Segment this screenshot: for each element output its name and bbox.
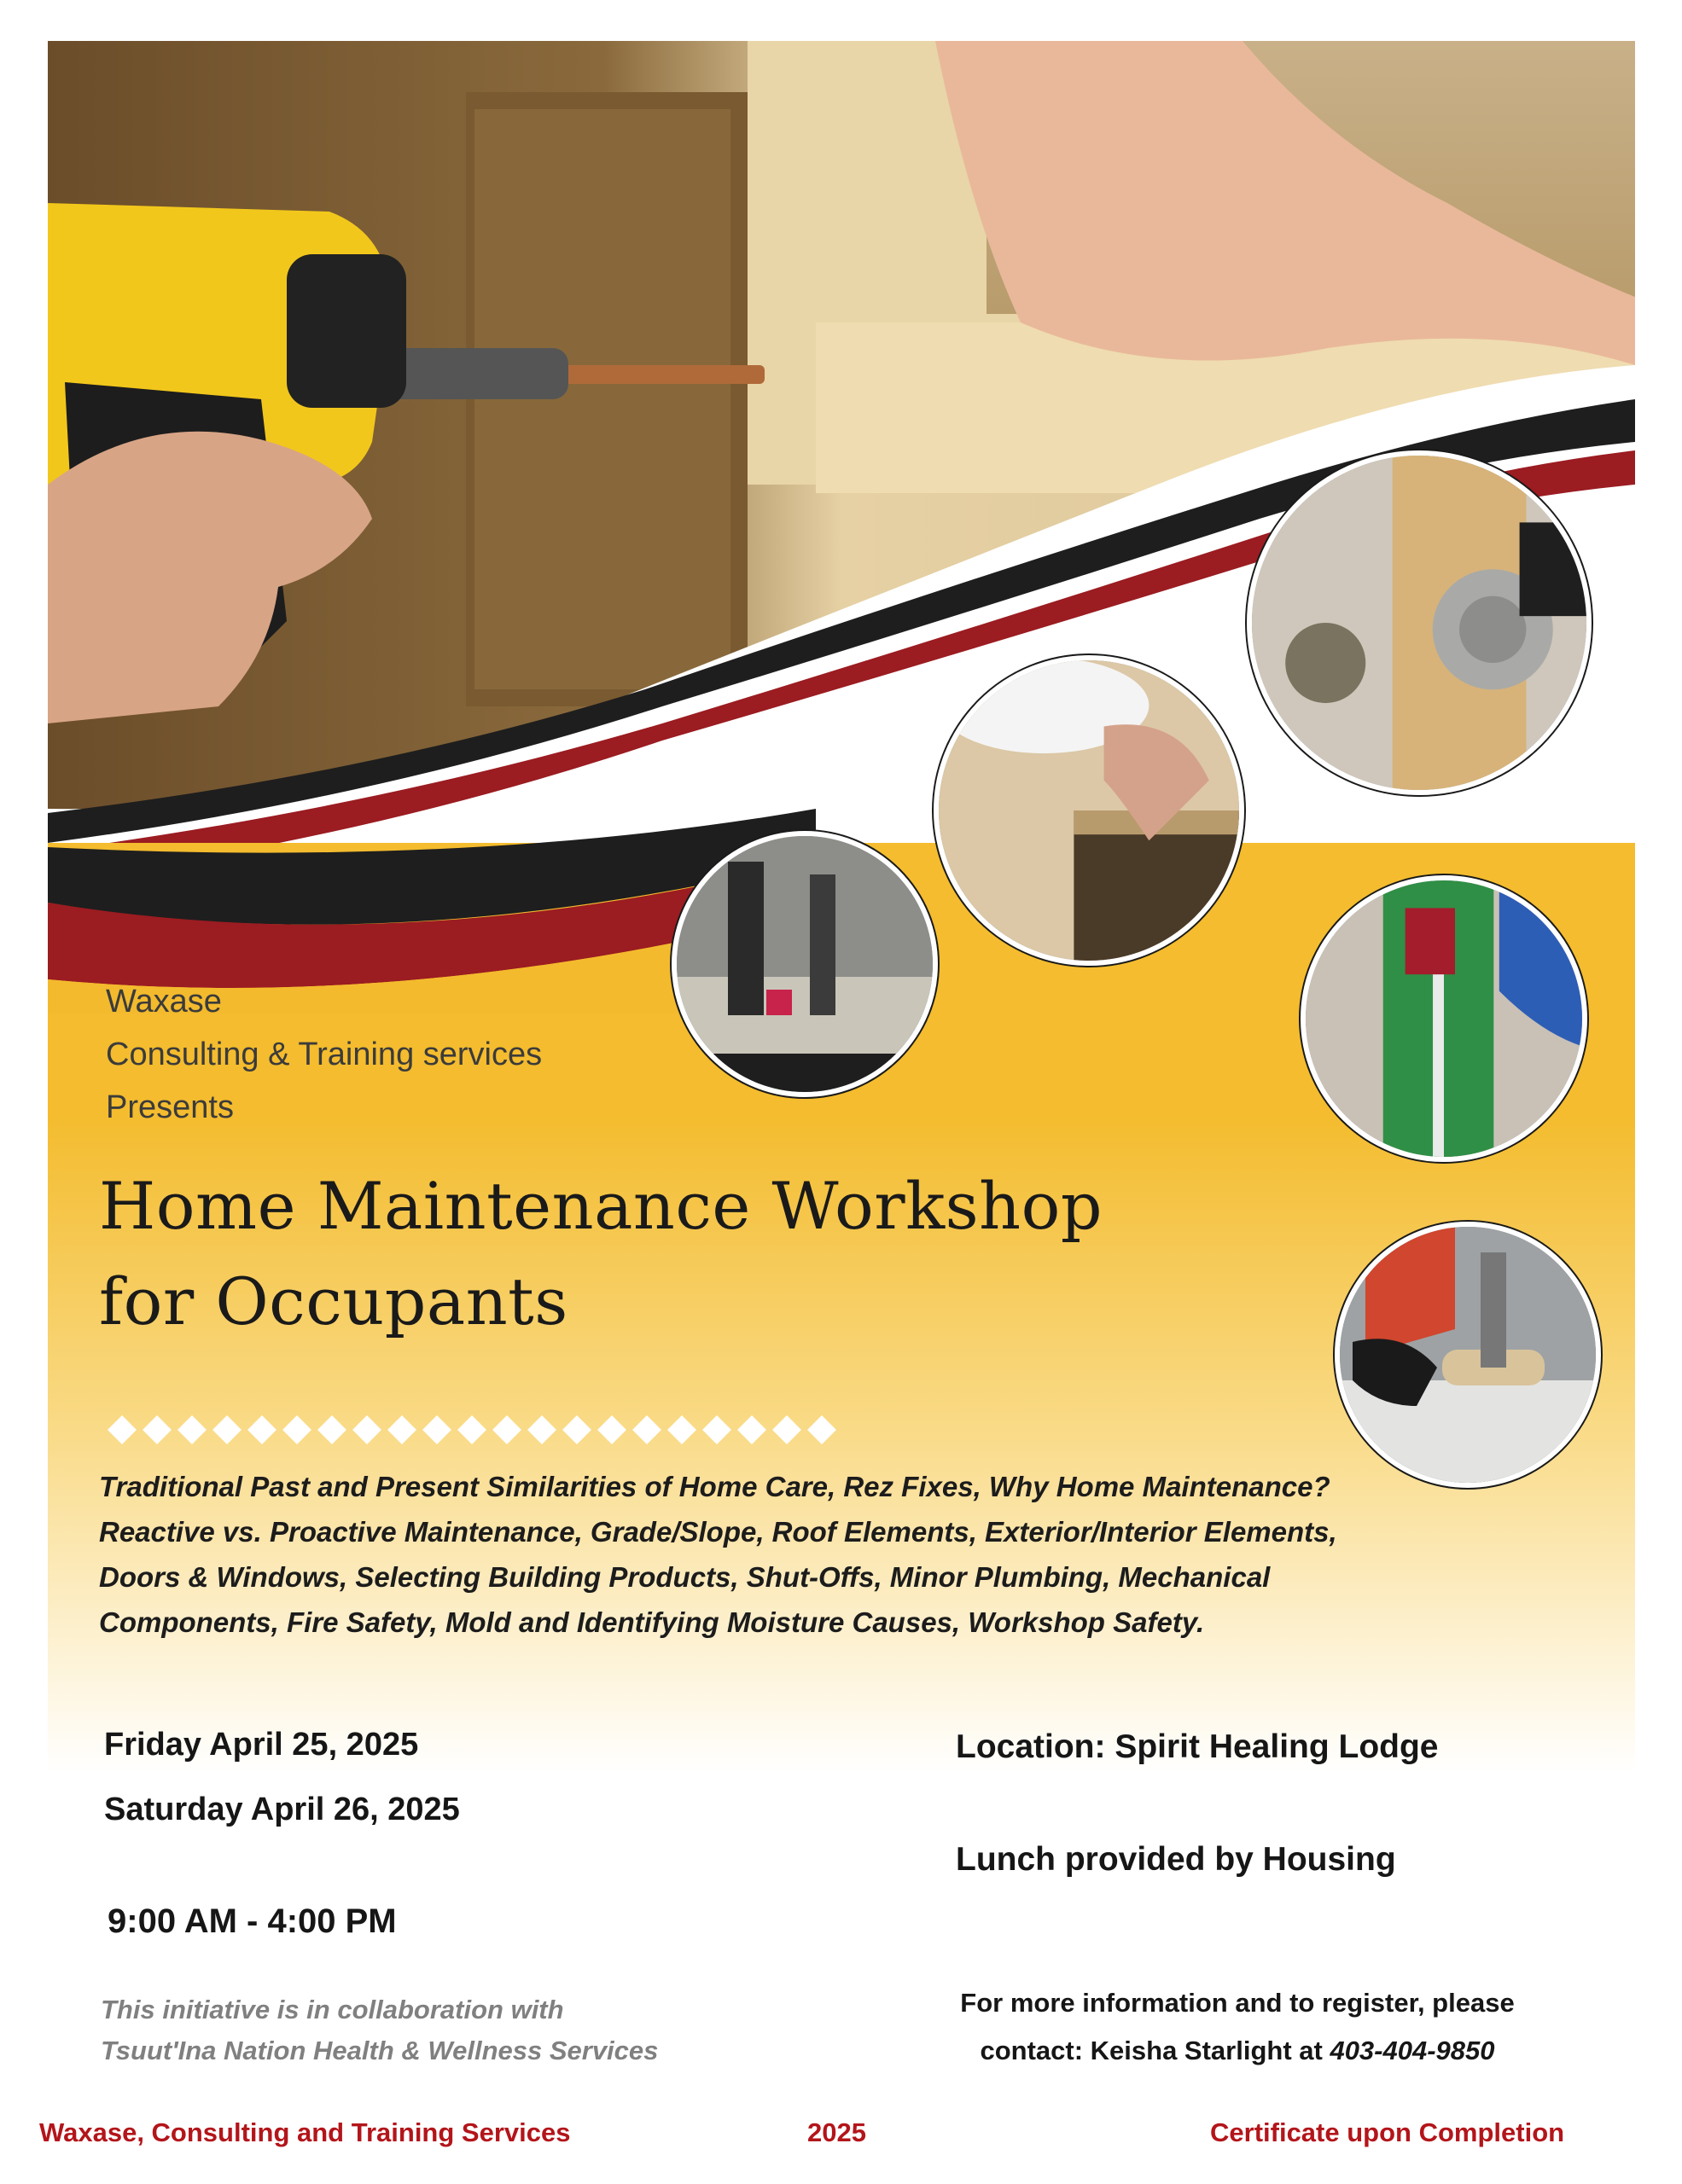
diamond-ornament [247,1415,276,1444]
presenter-presents: Presents [106,1089,234,1125]
diamond-ornament [667,1415,696,1444]
collaboration-note [101,1989,658,2071]
presenter-block [106,975,542,1134]
diamond-ornament [387,1415,416,1444]
photo-mallet [1335,1222,1601,1488]
date-saturday: Saturday April 26, 2025 [104,1792,460,1827]
diamond-ornament [807,1415,836,1444]
time-range: 9:00 AM - 4:00 PM [108,1902,397,1940]
presenter-org: Consulting & Training services [106,1037,543,1072]
contact-line-1: For more information and to register, please [960,1988,1515,2018]
date-friday: Friday April 25, 2025 [104,1727,419,1763]
topics-line: Reactive vs. Proactive Maintenance, Grade/Slope, Roof Elements, Exterior/Interior Elements, [99,1516,1337,1548]
flyer [48,41,1635,1773]
contact-line-2 [888,2027,1587,2075]
diamond-ornament [702,1415,731,1444]
diamond-ornament [352,1415,381,1444]
contact-phone: 403-404-9850 [1330,2036,1495,2065]
contact-prefix: contact: Keisha Starlight at [980,2036,1330,2065]
diamond-ornament [632,1415,661,1444]
diamond-ornament [282,1415,311,1444]
photo-countertop-caulk [1301,875,1587,1162]
page-title [99,1159,1294,1350]
contact-block [888,1979,1587,2075]
topics-line: Components, Fire Safety, Mold and Identifying Moisture Causes, Workshop Safety. [99,1606,1205,1638]
diamond-divider [109,1414,835,1445]
diamond-ornament [562,1415,591,1444]
footer-year: 2025 [807,2117,866,2147]
collaboration-line-2: Tsuut'Ina Nation Health & Wellness Services [101,2036,659,2065]
title-line-1: Home Maintenance Workshop [99,1168,1103,1244]
lunch-note: Lunch provided by Housing [956,1841,1396,1878]
diamond-ornament [457,1415,486,1444]
topics-list [99,1464,1618,1645]
topics-line: Doors & Windows, Selecting Building Products, Shut-Offs, Minor Plumbing, Mechanical [99,1561,1271,1593]
photo-door-knob [1247,450,1592,795]
topics-line: Traditional Past and Present Similarities of Home Care, Rez Fixes, Why Home Maintenance? [99,1471,1330,1502]
diamond-ornament [597,1415,626,1444]
photo-drill-press [672,831,938,1097]
footer-left: Waxase, Consulting and Training Services [39,2117,571,2147]
footer-right: Certificate upon Completion [1210,2117,1565,2147]
diamond-ornament [317,1415,346,1444]
diamond-ornament [422,1415,451,1444]
location: Location: Spirit Healing Lodge [956,1728,1439,1765]
presenter-name: Waxase [106,984,222,1019]
diamond-ornament [143,1415,172,1444]
title-line-2: for Occupants [99,1263,568,1339]
diamond-ornament [772,1415,801,1444]
photo-router-cut [934,655,1244,966]
collaboration-line-1: This initiative is in collaboration with [101,1995,564,2024]
diamond-ornament [492,1415,521,1444]
diamond-ornament [737,1415,766,1444]
diamond-ornament [527,1415,556,1444]
diamond-ornament [108,1415,137,1444]
diamond-ornament [178,1415,207,1444]
diamond-ornament [212,1415,242,1444]
